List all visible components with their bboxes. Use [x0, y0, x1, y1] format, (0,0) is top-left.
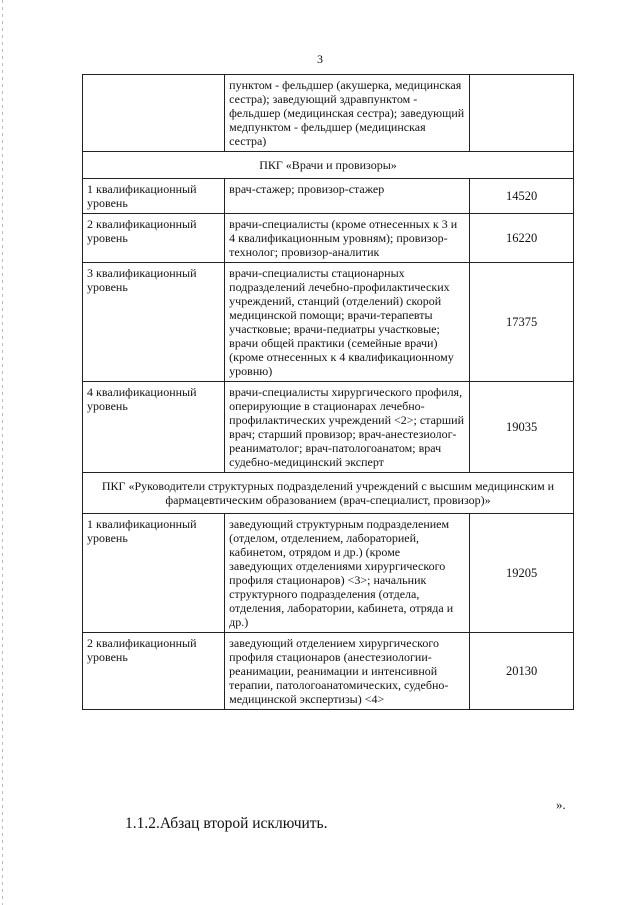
positions-cell: пунктом - фельдшер (акушерка, медицинская сестра); заведующий здравпунктом - фельдшер (медицинская сестра); заведующий медпунктом - фельдшер (медицинская сестра) — [225, 75, 470, 152]
table-row — [83, 179, 574, 214]
group-header-doctors: ПКГ «Врачи и провизоры» — [83, 152, 574, 179]
level-cell: 2 квалификационный уровень — [83, 633, 225, 710]
salary-cell: 20130 — [470, 633, 574, 710]
page-number: 3 — [317, 52, 323, 66]
salary-cell — [470, 75, 574, 152]
positions-cell: врачи-специалисты (кроме отнесенных к 3 и 4 квалификационным уровням); провизор-технолог; провизор-аналитик — [225, 214, 470, 263]
positions-cell: заведующий отделением хирургического профиля стационаров (анестезиологии-реанимации, реанимации и интенсивной терапии, патологоанатомических, судебно-медицинской экспертизы) <4> — [225, 633, 470, 710]
salary-table — [82, 74, 574, 710]
level-cell: 1 квалификационный уровень — [83, 514, 225, 633]
positions-cell: врач-стажер; провизор-стажер — [225, 179, 470, 214]
group-header-row — [83, 152, 574, 179]
positions-cell: заведующий структурным подразделением (отделом, отделением, лабораторией, кабинетом, отрядом и др.) (кроме заведующих отделениями хирургического профиля стационаров) <3>; начальник структурного подразделения (отдела, отделения, лаборатории, кабинета, отряда и др.) — [225, 514, 470, 633]
amendment-paragraph: 1.1.2.Абзац второй исключить. — [125, 815, 328, 832]
salary-cell: 19035 — [470, 382, 574, 473]
table-row — [83, 263, 574, 382]
level-cell: 3 квалификационный уровень — [83, 263, 225, 382]
salary-cell: 17375 — [470, 263, 574, 382]
group-header-managers: ПКГ «Руководители структурных подразделений учреждений с высшим медицинским и фармацевтическим образованием (врач-специалист, провизор)» — [83, 473, 574, 514]
scan-edge — [2, 0, 3, 905]
table-row — [83, 75, 574, 152]
closing-quote: ». — [556, 797, 566, 812]
table-row — [83, 514, 574, 633]
level-cell: 2 квалификационный уровень — [83, 214, 225, 263]
salary-cell: 16220 — [470, 214, 574, 263]
level-cell: 1 квалификационный уровень — [83, 179, 225, 214]
group-header-row — [83, 473, 574, 514]
level-cell — [83, 75, 225, 152]
positions-cell: врачи-специалисты хирургического профиля, оперирующие в стационарах лечебно-профилактических учреждений <2>; старший врач; старший провизор; врач-анестезиолог-реаниматолог; врач-патологоанатом; врач судебно-медицинский эксперт — [225, 382, 470, 473]
salary-cell: 14520 — [470, 179, 574, 214]
table-row — [83, 633, 574, 710]
level-cell: 4 квалификационный уровень — [83, 382, 225, 473]
positions-cell: врачи-специалисты стационарных подразделений лечебно-профилактических учреждений, станций (отделений) скорой медицинской помощи; врачи-терапевты участковые; врачи-педиатры участковые; врачи общей практики (семейные врачи) (кроме отнесенных к 4 квалификационному уровню) — [225, 263, 470, 382]
table-row — [83, 382, 574, 473]
salary-cell: 19205 — [470, 514, 574, 633]
table-row — [83, 214, 574, 263]
